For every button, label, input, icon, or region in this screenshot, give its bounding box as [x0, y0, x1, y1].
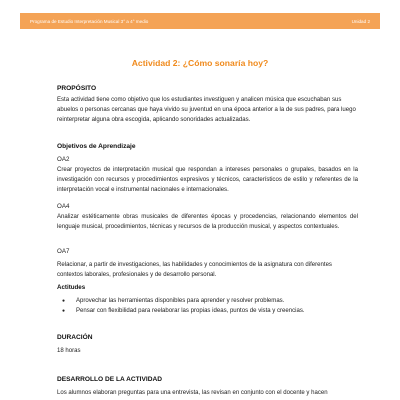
duracion-heading: DURACIÓN: [57, 334, 93, 341]
bullet-icon: ●: [62, 298, 66, 304]
oa2-code: OA2: [57, 156, 70, 163]
actitudes-list: [62, 296, 358, 316]
objetivos-heading: Objetivos de Aprendizaje: [57, 143, 136, 150]
actitud-text: Pensar con flexibilidad para reelaborar las propias ideas, puntos de vista y creencias.: [76, 308, 305, 314]
oa7-code: OA7: [57, 248, 70, 255]
oa4-text: Analizar estéticamente obras musicales de diferentes épocas y procedencias, relacionando elementos del lenguaje musical, procedimientos, técnicas y recursos de la producción musical, y aspectos contextuales.: [57, 214, 358, 230]
desarrollo-text: Los alumnos elaboran preguntas para una entrevista, las revisan en conjunto con el docente y hacen: [57, 390, 328, 396]
activity-title: Actividad 2: ¿Cómo sonaría hoy?: [131, 58, 269, 68]
page-header-bar: [20, 13, 380, 29]
proposito-text: Esta actividad tiene como objetivo que los estudiantes investiguen y analicen música que escuchaban sus abuelos o personas cercanas que haya vivido su juventud en una época anterior a la de sus padres, para luego reinterpretar alguna obra escogida, aplicando sonoridades actualizadas.: [57, 97, 356, 123]
program-name: Programa de Estudio Interpretación Musical 3° a 4° medio: [30, 18, 149, 24]
list-item: [62, 306, 358, 316]
oa7-text: Relacionar, a partir de investigaciones, las habilidades y conocimientos de la asignatura con diferentes contextos laborales, profesionales y de desarrollo personal.: [57, 262, 332, 278]
unit-label: Unidad 2: [351, 18, 370, 24]
desarrollo-heading: DESARROLLO DE LA ACTIVIDAD: [57, 376, 163, 383]
actitud-text: Aprovechar las herramientas disponibles para aprender y resolver problemas.: [76, 298, 285, 304]
list-item: [62, 296, 358, 306]
bullet-icon: ●: [62, 308, 66, 314]
oa2-text: Crear proyectos de interpretación musical que respondan a intereses personales o grupales, basados en la investigación con recursos y procedimientos expresivos y técnicos, característicos de estilo y referentes de la interpretación vocal e instrumental nacionales e internacionales.: [57, 167, 358, 193]
proposito-heading: PROPÓSITO: [57, 85, 97, 92]
duracion-value: 18 horas: [57, 348, 81, 354]
oa4-code: OA4: [57, 203, 70, 210]
actitudes-heading: Actitudes: [57, 284, 86, 291]
